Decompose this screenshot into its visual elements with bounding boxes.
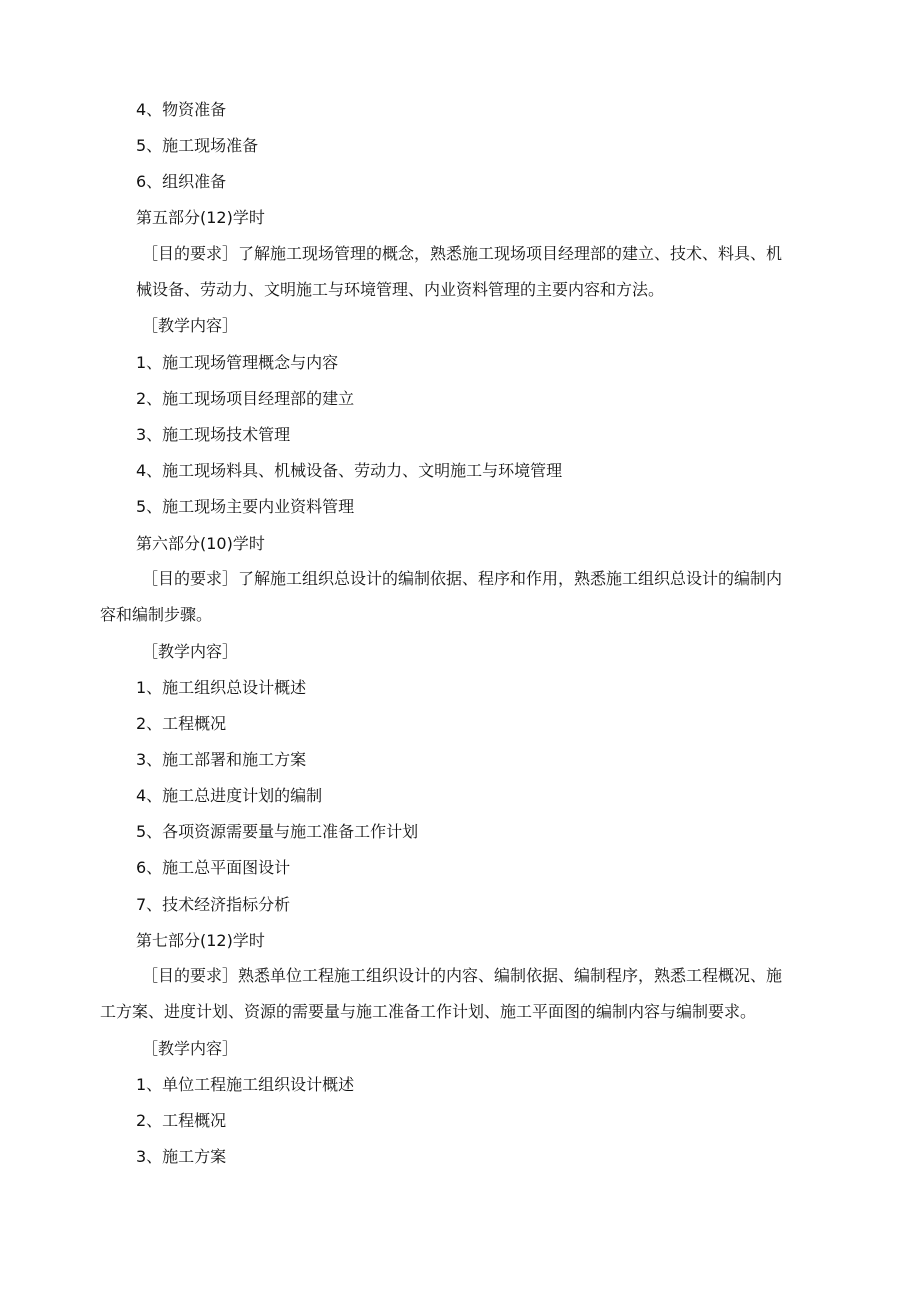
paragraph-line: ［目的要求］了解施工组织总设计的编制依据、程序和作用，熟悉施工组织总设计的编制内 xyxy=(142,569,783,588)
content-heading: ［教学内容］ xyxy=(142,642,239,661)
list-item: 1、施工现场管理概念与内容 xyxy=(136,353,339,372)
list-item: 3、施工部署和施工方案 xyxy=(136,750,307,769)
list-item: 2、工程概况 xyxy=(136,1111,227,1130)
list-item: 4、施工总进度计划的编制 xyxy=(136,786,323,805)
list-item: 2、工程概况 xyxy=(136,714,227,733)
objective-paragraph xyxy=(100,958,826,1030)
list-item: 4、物资准备 xyxy=(136,100,227,119)
list-item: 5、施工现场主要内业资料管理 xyxy=(136,497,355,516)
list-item: 5、各项资源需要量与施工准备工作计划 xyxy=(136,822,419,841)
section-heading: 第七部分(12)学时 xyxy=(136,931,265,950)
objective-paragraph xyxy=(136,236,826,308)
paragraph-line: 容和编制步骤。 xyxy=(100,605,213,624)
paragraph-line: 工方案、进度计划、资源的需要量与施工准备工作计划、施工平面图的编制内容与编制要求。 xyxy=(100,1002,757,1021)
list-item: 4、施工现场料具、机械设备、劳动力、文明施工与环境管理 xyxy=(136,461,563,480)
paragraph-line: 械设备、劳动力、文明施工与环境管理、内业资料管理的主要内容和方法。 xyxy=(136,280,665,299)
paragraph-line: ［目的要求］了解施工现场管理的概念，熟悉施工现场项目经理部的建立、技术、料具、机 xyxy=(142,244,783,263)
content-heading: ［教学内容］ xyxy=(142,316,239,335)
content-heading: ［教学内容］ xyxy=(142,1039,239,1058)
objective-paragraph xyxy=(100,561,826,633)
list-item: 6、施工总平面图设计 xyxy=(136,858,291,877)
list-item: 6、组织准备 xyxy=(136,172,227,191)
list-item: 2、施工现场项目经理部的建立 xyxy=(136,389,355,408)
section-heading: 第五部分(12)学时 xyxy=(136,208,265,227)
list-item: 5、施工现场准备 xyxy=(136,136,259,155)
list-item: 1、施工组织总设计概述 xyxy=(136,678,307,697)
list-item: 3、施工现场技术管理 xyxy=(136,425,291,444)
list-item: 1、单位工程施工组织设计概述 xyxy=(136,1075,355,1094)
section-heading: 第六部分(10)学时 xyxy=(136,534,265,553)
list-item: 7、技术经济指标分析 xyxy=(136,895,291,914)
paragraph-line: ［目的要求］熟悉单位工程施工组织设计的内容、编制依据、编制程序，熟悉工程概况、施 xyxy=(142,966,783,985)
list-item: 3、施工方案 xyxy=(136,1147,227,1166)
